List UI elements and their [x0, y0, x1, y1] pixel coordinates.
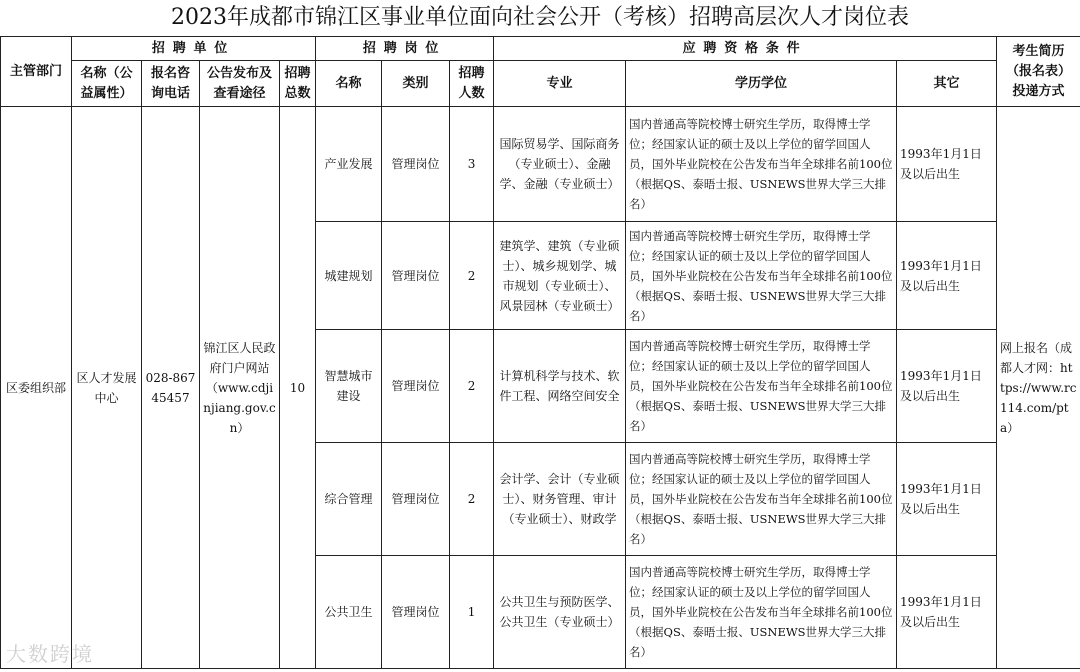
unit-name-cell: 区人才发展中心	[72, 107, 142, 669]
post-count-cell: 2	[450, 222, 494, 330]
watermark-text: 大数跨境	[6, 642, 94, 666]
phone-cell: 028-86745457	[142, 107, 200, 669]
header-degree: 学历学位	[626, 61, 897, 107]
post-type-cell: 管理岗位	[382, 443, 450, 556]
header-unit-name: 名称（公益属性）	[72, 61, 142, 107]
total-cell: 10	[280, 107, 316, 669]
header-major: 专业	[494, 61, 626, 107]
post-count-cell: 2	[450, 443, 494, 556]
post-type-cell: 管理岗位	[382, 107, 450, 222]
header-dept: 主管部门	[1, 37, 72, 107]
positions-table	[0, 36, 1080, 669]
header-cond-group: 应聘资格条件	[494, 37, 997, 61]
header-total: 招聘总数	[280, 61, 316, 107]
other-cell: 1993年1月1日及以后出生	[897, 443, 997, 556]
header-post-type: 类别	[382, 61, 450, 107]
post-count-cell: 1	[450, 556, 494, 669]
post-name-cell: 综合管理	[316, 443, 382, 556]
header-notice: 公告发布及查看途径	[200, 61, 280, 107]
post-name-cell: 城建规划	[316, 222, 382, 330]
other-cell: 1993年1月1日及以后出生	[897, 222, 997, 330]
header-post-group: 招聘岗位	[316, 37, 494, 61]
other-cell: 1993年1月1日及以后出生	[897, 556, 997, 669]
post-name-cell: 产业发展	[316, 107, 382, 222]
header-post-count: 招聘人数	[450, 61, 494, 107]
post-count-cell: 3	[450, 107, 494, 222]
post-type-cell: 管理岗位	[382, 222, 450, 330]
post-type-cell: 管理岗位	[382, 556, 450, 669]
notice-cell: 锦江区人民政府门户网站（www.cdjinjiang.gov.cn）	[200, 107, 280, 669]
post-type-cell: 管理岗位	[382, 330, 450, 443]
header-phone: 报名咨询电话	[142, 61, 200, 107]
degree-cell: 国内普通高等院校博士研究生学历，取得博士学位；经国家认证的硕士及以上学位的留学回国人员，国外毕业院校在公告发布当年全球排名前100位（根据QS、泰晤士报、USNEWS世界大学三大排名）	[626, 556, 897, 669]
degree-cell: 国内普通高等院校博士研究生学历，取得博士学位；经国家认证的硕士及以上学位的留学回国人员，国外毕业院校在公告发布当年全球排名前100位（根据QS、泰晤士报、USNEWS世界大学三大排名）	[626, 107, 897, 222]
major-cell: 公共卫生与预防医学、公共卫生（专业硕士）	[494, 556, 626, 669]
post-count-cell: 2	[450, 330, 494, 443]
degree-cell: 国内普通高等院校博士研究生学历，取得博士学位；经国家认证的硕士及以上学位的留学回国人员，国外毕业院校在公告发布当年全球排名前100位（根据QS、泰晤士报、USNEWS世界大学三大排名）	[626, 222, 897, 330]
page-title: 2023年成都市锦江区事业单位面向社会公开（考核）招聘高层次人才岗位表	[171, 5, 909, 30]
major-cell: 会计学、会计（专业硕士）、财务管理、审计（专业硕士）、财政学	[494, 443, 626, 556]
major-cell: 计算机科学与技术、软件工程、网络空间安全	[494, 330, 626, 443]
header-unit-group: 招聘单位	[72, 37, 316, 61]
post-name-cell: 智慧城市建设	[316, 330, 382, 443]
header-post-name: 名称	[316, 61, 382, 107]
apply-cell: 网上报名（成都人才网：https://www.rc114.com/pta）	[997, 107, 1080, 669]
other-cell: 1993年1月1日及以后出生	[897, 330, 997, 443]
degree-cell: 国内普通高等院校博士研究生学历，取得博士学位；经国家认证的硕士及以上学位的留学回国人员，国外毕业院校在公告发布当年全球排名前100位（根据QS、泰晤士报、USNEWS世界大学三大排名）	[626, 443, 897, 556]
post-name-cell: 公共卫生	[316, 556, 382, 669]
major-cell: 国际贸易学、国际商务（专业硕士）、金融学、金融（专业硕士）	[494, 107, 626, 222]
other-cell: 1993年1月1日及以后出生	[897, 107, 997, 222]
dept-cell: 区委组织部	[1, 107, 72, 669]
degree-cell: 国内普通高等院校博士研究生学历，取得博士学位；经国家认证的硕士及以上学位的留学回国人员，国外毕业院校在公告发布当年全球排名前100位（根据QS、泰晤士报、USNEWS世界大学三大排名）	[626, 330, 897, 443]
header-apply: 考生简历（报名表）投递方式	[997, 37, 1080, 107]
major-cell: 建筑学、建筑（专业硕士）、城乡规划学、城市规划（专业硕士）、风景园林（专业硕士）	[494, 222, 626, 330]
table-row	[1, 107, 1080, 222]
header-other: 其它	[897, 61, 997, 107]
